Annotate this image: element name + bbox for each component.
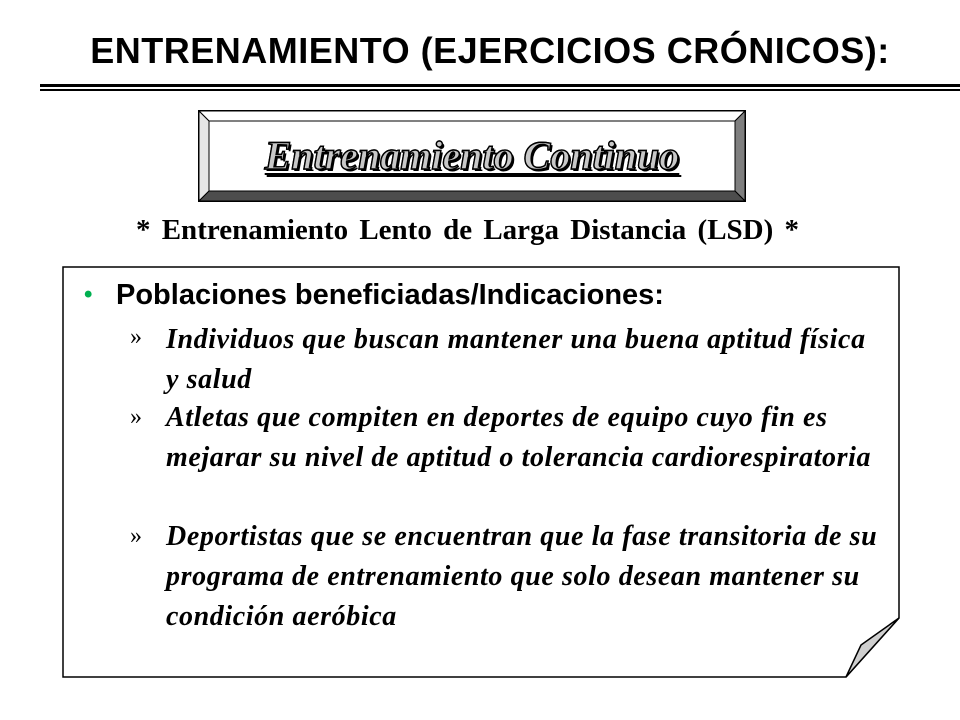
chevron-marker-icon: »	[130, 324, 142, 350]
bullet-dot-icon: •	[84, 281, 93, 308]
box-heading: Entrenamiento Continuo	[264, 133, 680, 178]
chevron-marker-icon: »	[130, 523, 142, 549]
slide-title: ENTRENAMIENTO (EJERCICIOS CRÓNICOS):	[90, 30, 890, 71]
heading-bevel-box	[198, 110, 746, 202]
bullet-label: Poblaciones beneficiadas/Indicaciones:	[116, 279, 664, 311]
chevron-marker-icon: »	[130, 404, 142, 430]
list-item-text: Deportistas que se encuentran que la fase transitoria de su programa de entrenamiento que solo desean mantener su condición aeróbica	[166, 521, 878, 632]
subtitle: * Entrenamiento Lento de Larga Distancia (LSD) *	[135, 214, 800, 246]
title-rule-thin	[40, 89, 960, 91]
bullet-heading	[84, 279, 664, 312]
list-item-text: Individuos que buscan mantener una buena aptitud física y salud	[166, 324, 866, 395]
list-item-text: Atletas que compiten en deportes de equipo cuyo fin es mejarar su nivel de aptitud o tolerancia cardiorespiratoria	[166, 402, 872, 473]
title-rule-thick	[40, 84, 960, 87]
